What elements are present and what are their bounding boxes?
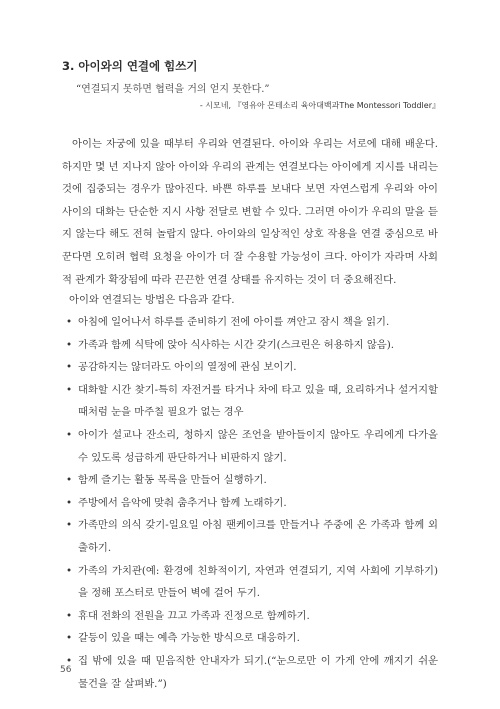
page-number: 56 [60,665,72,675]
list-item [62,627,438,650]
bullet-icon: • [66,383,73,396]
bullet-icon: • [66,338,73,351]
quote-attribution: - 시모네, 『영유아 몬테소리 육아대백과The Montessori Toddler』 [199,101,440,110]
list-item-text: 가족과 함께 식탁에 앉아 식사하는 시간 갖기(스크린은 허용하지 않음). [78,338,395,351]
list-item-text: 아침에 일어나서 하루를 준비하기 전에 아이를 껴안고 잠시 책을 읽기. [78,316,390,328]
list-item-text: 갈등이 있을 때는 예측 가능한 방식으로 대응하기. [78,632,300,645]
list-item-text: 집 밖에 있을 때 믿음직한 안내자가 되기.(“눈으로만 이 가게 안에 깨지기 쉬운 물건을 잘 살펴봐.”) [78,654,438,690]
list-item [62,424,438,469]
list-item-text: 주방에서 음악에 맞춰 춤추거나 함께 노래하기. [78,496,287,509]
epigraph-quote: “연결되지 못하면 협력을 거의 얻지 못한다.” [76,84,270,95]
bullet-icon: • [66,316,73,328]
list-item-text: 가족의 가치관(예: 환경에 친화적이기, 자연과 연결되기, 지역 사회에 기부하기)을 정해 포스터로 만들어 벽에 걸어 두기. [78,564,438,600]
list-item-text: 아이가 설교나 잔소리, 청하지 않은 조언을 받아들이지 않아도 우리에게 다가올 수 있도록 성급하게 판단하거나 비판하지 않기. [78,428,438,464]
list-item-text: 공감하지는 않더라도 아이의 열정에 관심 보이기. [78,361,297,374]
list-item [62,560,438,605]
list-item [62,514,438,559]
list-item [62,605,438,628]
list-item-text: 휴대 전화의 전원을 끄고 가족과 진정으로 함께하기. [78,609,310,622]
list-item-text: 가족만의 의식 갖기-일요일 아침 팬케이크를 만들거나 주중에 온 가족과 함께 외출하기. [78,519,438,554]
section-heading: 3. 아이와의 연결에 힘쓰기 [62,59,198,73]
list-item-text: 함께 즐기는 활동 목록을 만들어 실행하기. [78,474,267,487]
list-item-text: 대화할 시간 찾기-특히 자전거를 타거나 차에 타고 있을 때, 요리하거나 설거지할 때처럼 눈을 마주칠 필요가 없는 경우 [78,383,438,419]
list-item [62,379,438,424]
bullet-icon: • [66,609,73,622]
bullet-icon: • [66,361,73,374]
bullet-icon: • [66,496,73,509]
bullet-icon: • [66,519,73,532]
bullet-icon: • [66,632,73,645]
list-item [62,469,438,492]
list-item [62,311,438,334]
connection-methods-list [62,311,438,695]
bullet-icon: • [66,474,73,487]
list-item [62,492,438,515]
bullet-icon: • [66,654,73,667]
body-paragraph: 아이는 자궁에 있을 때부터 우리와 연결된다. 아이와 우리는 서로에 대해 배운다. 하지만 몇 년 지나지 않아 아이와 우리의 관계는 연결보다는 아이에게 지시를 내리는 것에 집중되는 경우가 많아진다. 바쁜 하루를 보내다 보면 자연스럽게 우리와 아이 사이의 대화는 단순한 지시 사항 전달로 변할 수 있다. 그러면 아이가 우리의 말을 듣지 않는다 해도 전혀 놀랍지 않다. 아이와의 일상적인 상호 작용을 연결 중심으로 바꾼다면 오히려 협력 요청을 아이가 더 잘 수용할 가능성이 크다. 아이가 자라며 사회적 관계가 확장됨에 따라 끈끈한 연결 상태를 유지하는 것이 더 중요해진다. [62,138,438,286]
list-intro: 아이와 연결되는 방법은 다음과 같다. [69,294,235,306]
list-item [62,356,438,379]
bullet-icon: • [66,564,73,577]
list-item [62,334,438,357]
list-item [62,650,438,695]
bullet-icon: • [66,428,73,441]
